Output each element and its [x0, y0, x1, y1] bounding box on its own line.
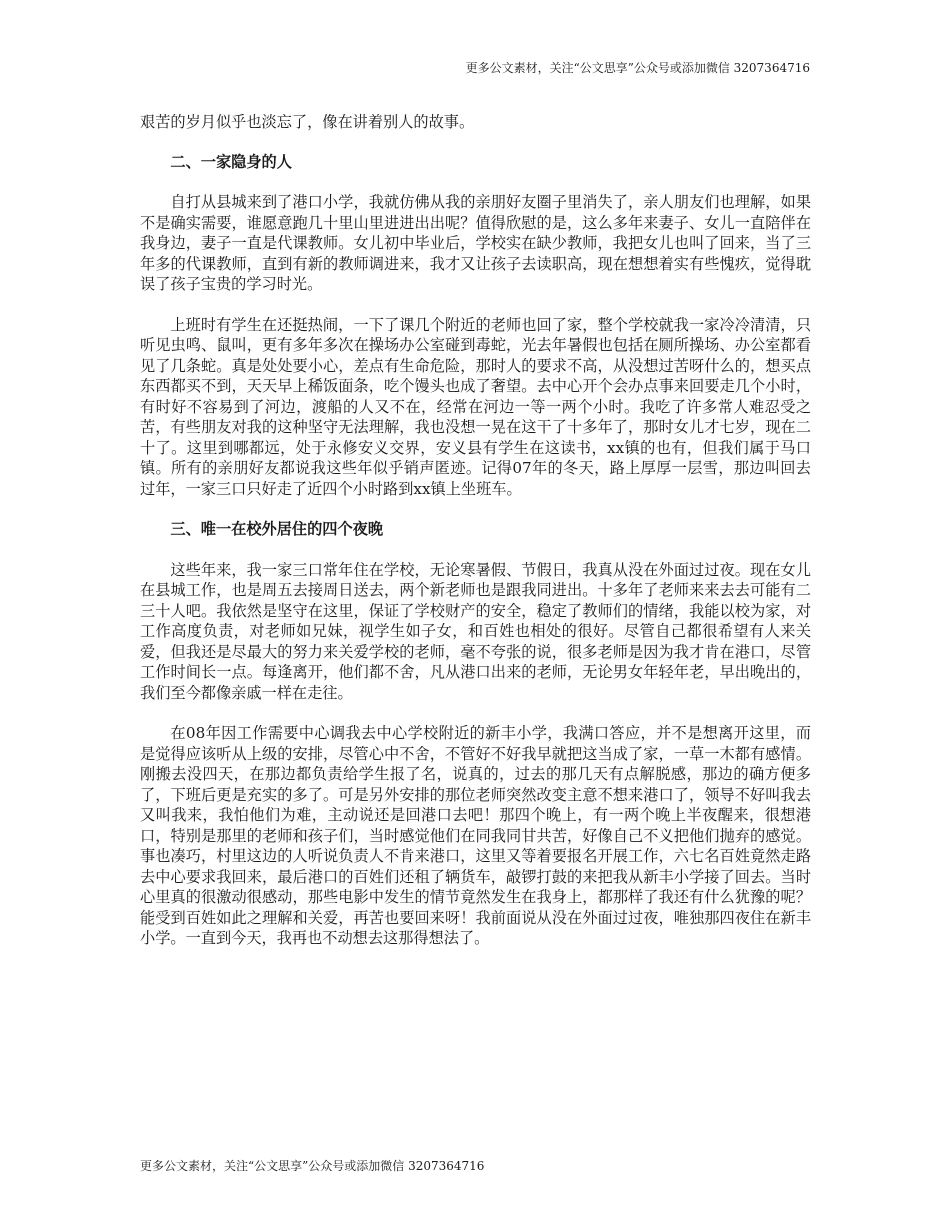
paragraph: 这些年来，我一家三口常年住在学校，无论寒暑假、节假日，我真从没在外面过过夜。现在女儿在县城工作，也是周五去接周日送去，两个新老师也是跟我同进出。十多年了老师来来去去可能有二三十人吧。我依然是坚守在这里，保证了学校财产的安全，稳定了教师们的情绪，我能以校为家，对工作高度负责，对老师如兄妹，视学生如子女，和百姓也相处的很好。尽管自己都很希望有人来关爱，但我还是尽最大的努力来关爱学校的老师，毫不夸张的说，很多老师是因为我才肯在港口，尽管工作时间长一点。每逢离开，他们都不舍，凡从港口出来的老师，无论男女年轻年老，早出晚出的，我们至今都像亲戚一样在走往。 — [140, 560, 811, 702]
paragraph-continuation: 艰苦的岁月似乎也淡忘了，像在讲着别人的故事。 — [140, 113, 475, 131]
section-heading-3: 三、唯一在校外居住的四个夜晚 — [170, 520, 384, 538]
document-body — [140, 112, 811, 949]
page-header: 更多公文素材，关注“公文思享”公众号或添加微信 3207364716 — [465, 61, 810, 75]
page-footer: 更多公文素材，关注“公文思享”公众号或添加微信 3207364716 — [140, 1159, 485, 1173]
paragraph: 在08年因工作需要中心调我去中心学校附近的新丰小学，我满口答应，并不是想离开这里，而是觉得应该听从上级的安排，尽管心中不舍，不管好不好我早就把这当成了家，一草一木都有感情。刚搬去没四天，在那边都负责给学生报了名，说真的，过去的那几天有点解脱感，那边的确方便多了，下班后更是充实的多了。可是另外安排的那位老师突然改变主意不想来港口了，领导不好叫我去又叫我来，我怕他们为难，主动说还是回港口去吧！那四个晚上，有一两个晚上半夜醒来，很想港口，特别是那里的老师和孩子们，当时感觉他们在同我同甘共苦，好像自己不义把他们抛弃的感觉。事也凑巧，村里这边的人听说负责人不肯来港口，这里又等着要报名开展工作，六七名百姓竟然走路去中心要求我回来，最后港口的百姓们还租了辆货车，敲锣打鼓的来把我从新丰小学接了回去。当时心里真的很激动很感动，那些电影中发生的情节竟然发生在我身上，都那样了我还有什么犹豫的呢？能受到百姓如此之理解和关爱，再苦也要回来呀！我前面说从没在外面过过夜，唯独那四夜住在新丰小学。一直到今天，我再也不动想去这那得想法了。 — [140, 724, 811, 947]
paragraph: 自打从县城来到了港口小学，我就仿佛从我的亲朋好友圈子里消失了，亲人朋友们也理解，如果不是确实需要，谁愿意跑几十里山里进进出出呢？值得欣慰的是，这么多年来妻子、女儿一直陪伴在我身边，妻子一直是代课教师。女儿初中毕业后，学校实在缺少教师，我把女儿也叫了回来，当了三年多的代课教师，直到有新的教师调进来，我才又让孩子去读职高，现在想想着实有些愧疚，觉得耽误了孩子宝贵的学习时光。 — [140, 193, 811, 293]
paragraph: 上班时有学生在还挺热闹，一下了课几个附近的老师也回了家，整个学校就我一家冷冷清清，只听见虫鸣、鼠叫，更有多年多次在操场办公室碰到毒蛇，光去年暑假也包括在厕所操场、办公室都看见了几条蛇。真是处处要小心，差点有生命危险，那时人的要求不高，从没想过苦呀什么的，想买点东西都买不到，天天早上稀饭面条，吃个馒头也成了奢望。去中心开个会办点事来回要走几个小时，有时好不容易到了河边，渡船的人又不在，经常在河边一等一两个小时。我吃了许多常人难忍受之苦，有些朋友对我的这种坚守无法理解，我也没想一晃在这干了十多年了，那时女儿才七岁，现在二十了。这里到哪都远，处于永修安义交界，安义县有学生在这读书，xx镇的也有，但我们属于马口镇。所有的亲朋好友都说我这些年似乎销声匿迹。记得07年的冬天，路上厚厚一层雪，那边叫回去过年，一家三口只好走了近四个小时路到xx镇上坐班车。 — [140, 315, 811, 498]
section-heading-2: 二、一家隐身的人 — [170, 152, 292, 171]
